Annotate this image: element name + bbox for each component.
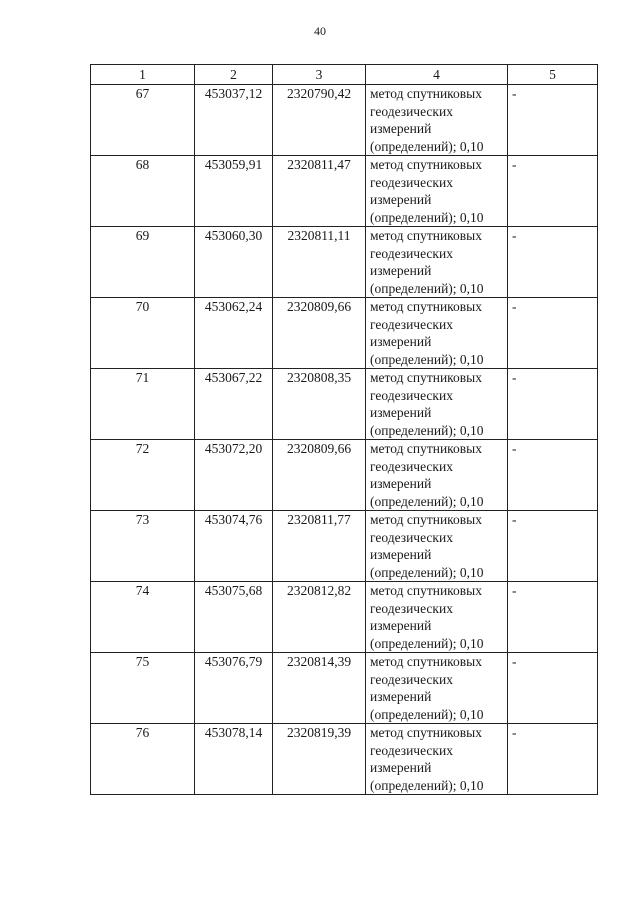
- point-number-cell: 72: [91, 440, 195, 511]
- point-number-cell: 73: [91, 511, 195, 582]
- column-header: 1: [91, 65, 195, 85]
- table-body: [91, 85, 598, 795]
- method-cell: метод спутниковых геодезических измерений (определений); 0,10: [366, 298, 508, 369]
- method-cell: метод спутниковых геодезических измерений (определений); 0,10: [366, 511, 508, 582]
- point-number-cell: 75: [91, 653, 195, 724]
- note-cell: -: [508, 227, 598, 298]
- column-header: 3: [273, 65, 366, 85]
- note-cell: -: [508, 511, 598, 582]
- table-row: [91, 227, 598, 298]
- method-cell: метод спутниковых геодезических измерений (определений); 0,10: [366, 653, 508, 724]
- coordinates-table: [90, 64, 598, 795]
- y-coordinate-cell: 2320812,82: [273, 582, 366, 653]
- table-row: [91, 724, 598, 795]
- x-coordinate-cell: 453078,14: [195, 724, 273, 795]
- x-coordinate-cell: 453074,76: [195, 511, 273, 582]
- table-header-row: [91, 65, 598, 85]
- table-row: [91, 298, 598, 369]
- note-cell: -: [508, 653, 598, 724]
- y-coordinate-cell: 2320790,42: [273, 85, 366, 156]
- x-coordinate-cell: 453062,24: [195, 298, 273, 369]
- point-number-cell: 70: [91, 298, 195, 369]
- y-coordinate-cell: 2320811,47: [273, 156, 366, 227]
- note-cell: -: [508, 582, 598, 653]
- point-number-cell: 69: [91, 227, 195, 298]
- method-cell: метод спутниковых геодезических измерений (определений); 0,10: [366, 724, 508, 795]
- y-coordinate-cell: 2320809,66: [273, 298, 366, 369]
- x-coordinate-cell: 453072,20: [195, 440, 273, 511]
- y-coordinate-cell: 2320809,66: [273, 440, 366, 511]
- y-coordinate-cell: 2320814,39: [273, 653, 366, 724]
- table-row: [91, 369, 598, 440]
- method-cell: метод спутниковых геодезических измерений (определений); 0,10: [366, 369, 508, 440]
- y-coordinate-cell: 2320811,11: [273, 227, 366, 298]
- column-header: 5: [508, 65, 598, 85]
- point-number-cell: 71: [91, 369, 195, 440]
- note-cell: -: [508, 156, 598, 227]
- x-coordinate-cell: 453059,91: [195, 156, 273, 227]
- x-coordinate-cell: 453067,22: [195, 369, 273, 440]
- method-cell: метод спутниковых геодезических измерений (определений); 0,10: [366, 85, 508, 156]
- y-coordinate-cell: 2320808,35: [273, 369, 366, 440]
- point-number-cell: 67: [91, 85, 195, 156]
- page-number: 40: [314, 24, 326, 38]
- note-cell: -: [508, 724, 598, 795]
- table-row: [91, 85, 598, 156]
- column-header: 4: [366, 65, 508, 85]
- note-cell: -: [508, 440, 598, 511]
- method-cell: метод спутниковых геодезических измерений (определений); 0,10: [366, 440, 508, 511]
- x-coordinate-cell: 453076,79: [195, 653, 273, 724]
- note-cell: -: [508, 298, 598, 369]
- point-number-cell: 68: [91, 156, 195, 227]
- table-row: [91, 582, 598, 653]
- note-cell: -: [508, 85, 598, 156]
- table-row: [91, 511, 598, 582]
- x-coordinate-cell: 453037,12: [195, 85, 273, 156]
- method-cell: метод спутниковых геодезических измерений (определений); 0,10: [366, 582, 508, 653]
- method-cell: метод спутниковых геодезических измерений (определений); 0,10: [366, 227, 508, 298]
- note-cell: -: [508, 369, 598, 440]
- x-coordinate-cell: 453075,68: [195, 582, 273, 653]
- point-number-cell: 76: [91, 724, 195, 795]
- method-cell: метод спутниковых геодезических измерений (определений); 0,10: [366, 156, 508, 227]
- x-coordinate-cell: 453060,30: [195, 227, 273, 298]
- table-row: [91, 440, 598, 511]
- table-row: [91, 156, 598, 227]
- y-coordinate-cell: 2320811,77: [273, 511, 366, 582]
- point-number-cell: 74: [91, 582, 195, 653]
- column-header: 2: [195, 65, 273, 85]
- table-row: [91, 653, 598, 724]
- y-coordinate-cell: 2320819,39: [273, 724, 366, 795]
